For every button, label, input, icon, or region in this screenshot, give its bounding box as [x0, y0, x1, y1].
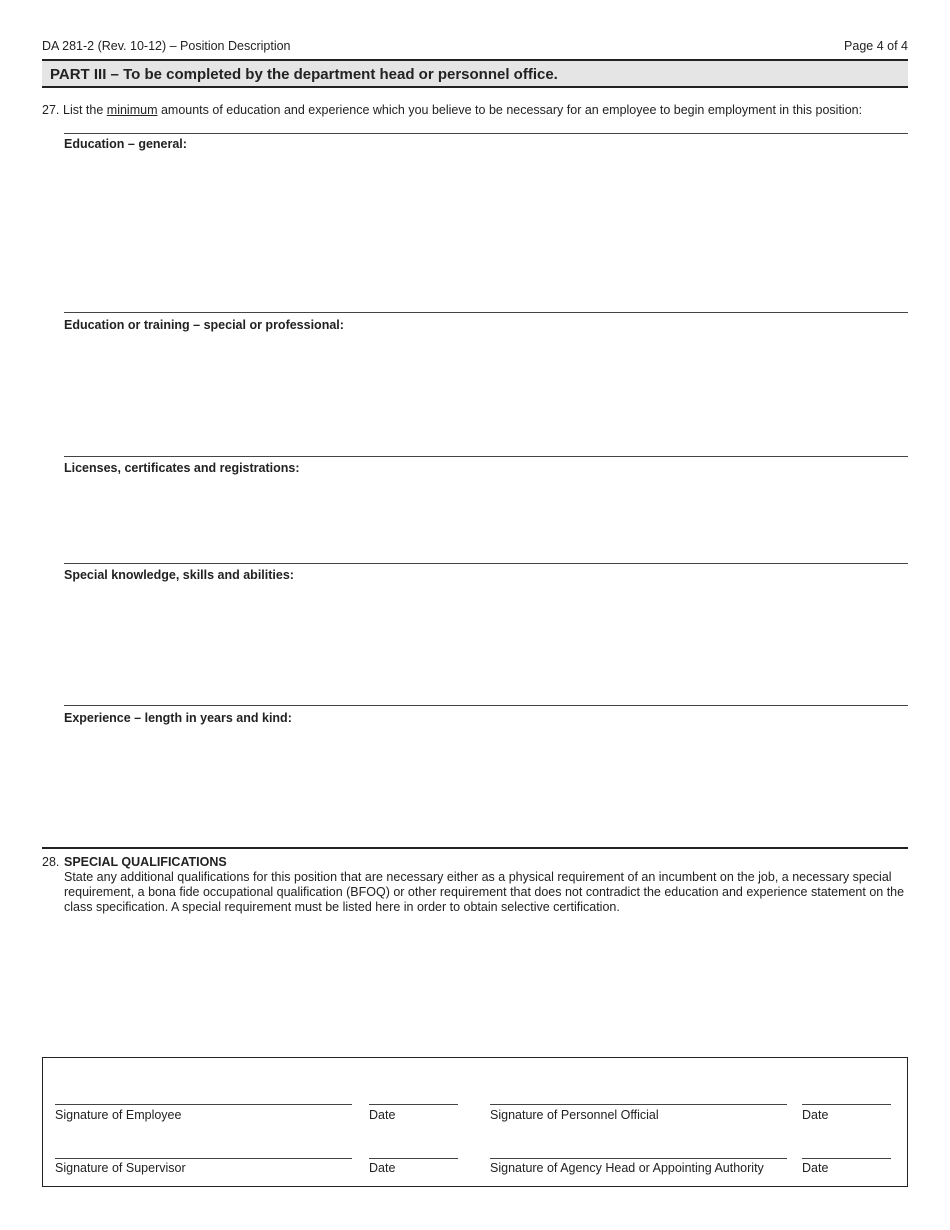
part-title: PART III – To be completed by the department head or personnel office. [50, 66, 558, 83]
section-divider [64, 133, 908, 134]
question-27-number: 27. [42, 103, 60, 117]
signature-label-employee: Signature of Employee [55, 1108, 182, 1122]
form-id: DA 281-2 (Rev. 10-12) – Position Description [42, 39, 291, 53]
section-divider [64, 456, 908, 457]
section-divider [64, 563, 908, 564]
section-label-licenses: Licenses, certificates and registrations: [64, 461, 300, 475]
signature-label-personnel: Signature of Personnel Official [490, 1108, 659, 1122]
section-label-knowledge: Special knowledge, skills and abilities: [64, 568, 294, 582]
signature-box [42, 1057, 908, 1187]
section-label-experience: Experience – length in years and kind: [64, 711, 292, 725]
date-label: Date [369, 1108, 396, 1122]
part-header-bar [42, 59, 908, 88]
question-27 [42, 103, 922, 117]
section-label-education-general: Education – general: [64, 137, 187, 151]
question-27-text-before: List the [63, 103, 107, 117]
section-label-education-special: Education or training – special or professional: [64, 318, 344, 332]
signature-label-agency-head: Signature of Agency Head or Appointing Authority [490, 1161, 764, 1175]
section-divider [64, 312, 908, 313]
date-line-personnel[interactable] [802, 1104, 891, 1105]
question-28-divider [42, 847, 908, 849]
question-27-text-underlined: minimum [106, 103, 158, 117]
date-label: Date [802, 1161, 829, 1175]
date-line-agency-head[interactable] [802, 1158, 891, 1159]
section-divider [64, 705, 908, 706]
date-label: Date [802, 1108, 829, 1122]
date-line-employee[interactable] [369, 1104, 458, 1105]
signature-label-supervisor: Signature of Supervisor [55, 1161, 186, 1175]
signature-line-employee[interactable] [55, 1104, 352, 1105]
page-number: Page 4 of 4 [844, 39, 908, 53]
question-28-body: State any additional qualifications for this position that are necessary either as a physical requirement of an incumbent on the job, a necessary special requirement, a bona fide occupational qualification (BFOQ) or other requirement that does not contradict the education and experience statement on the class specification. A special requirement must be listed here in order to obtain selective certification. [64, 870, 905, 914]
signature-line-personnel[interactable] [490, 1104, 787, 1105]
signature-line-supervisor[interactable] [55, 1158, 352, 1159]
signature-line-agency-head[interactable] [490, 1158, 787, 1159]
question-28-title: SPECIAL QUALIFICATIONS [64, 855, 227, 869]
question-28-number: 28. [42, 855, 60, 869]
question-27-text-after: amounts of education and experience which you believe to be necessary for an employee to begin employment in this position: [157, 103, 863, 117]
date-label: Date [369, 1161, 396, 1175]
date-line-supervisor[interactable] [369, 1158, 458, 1159]
